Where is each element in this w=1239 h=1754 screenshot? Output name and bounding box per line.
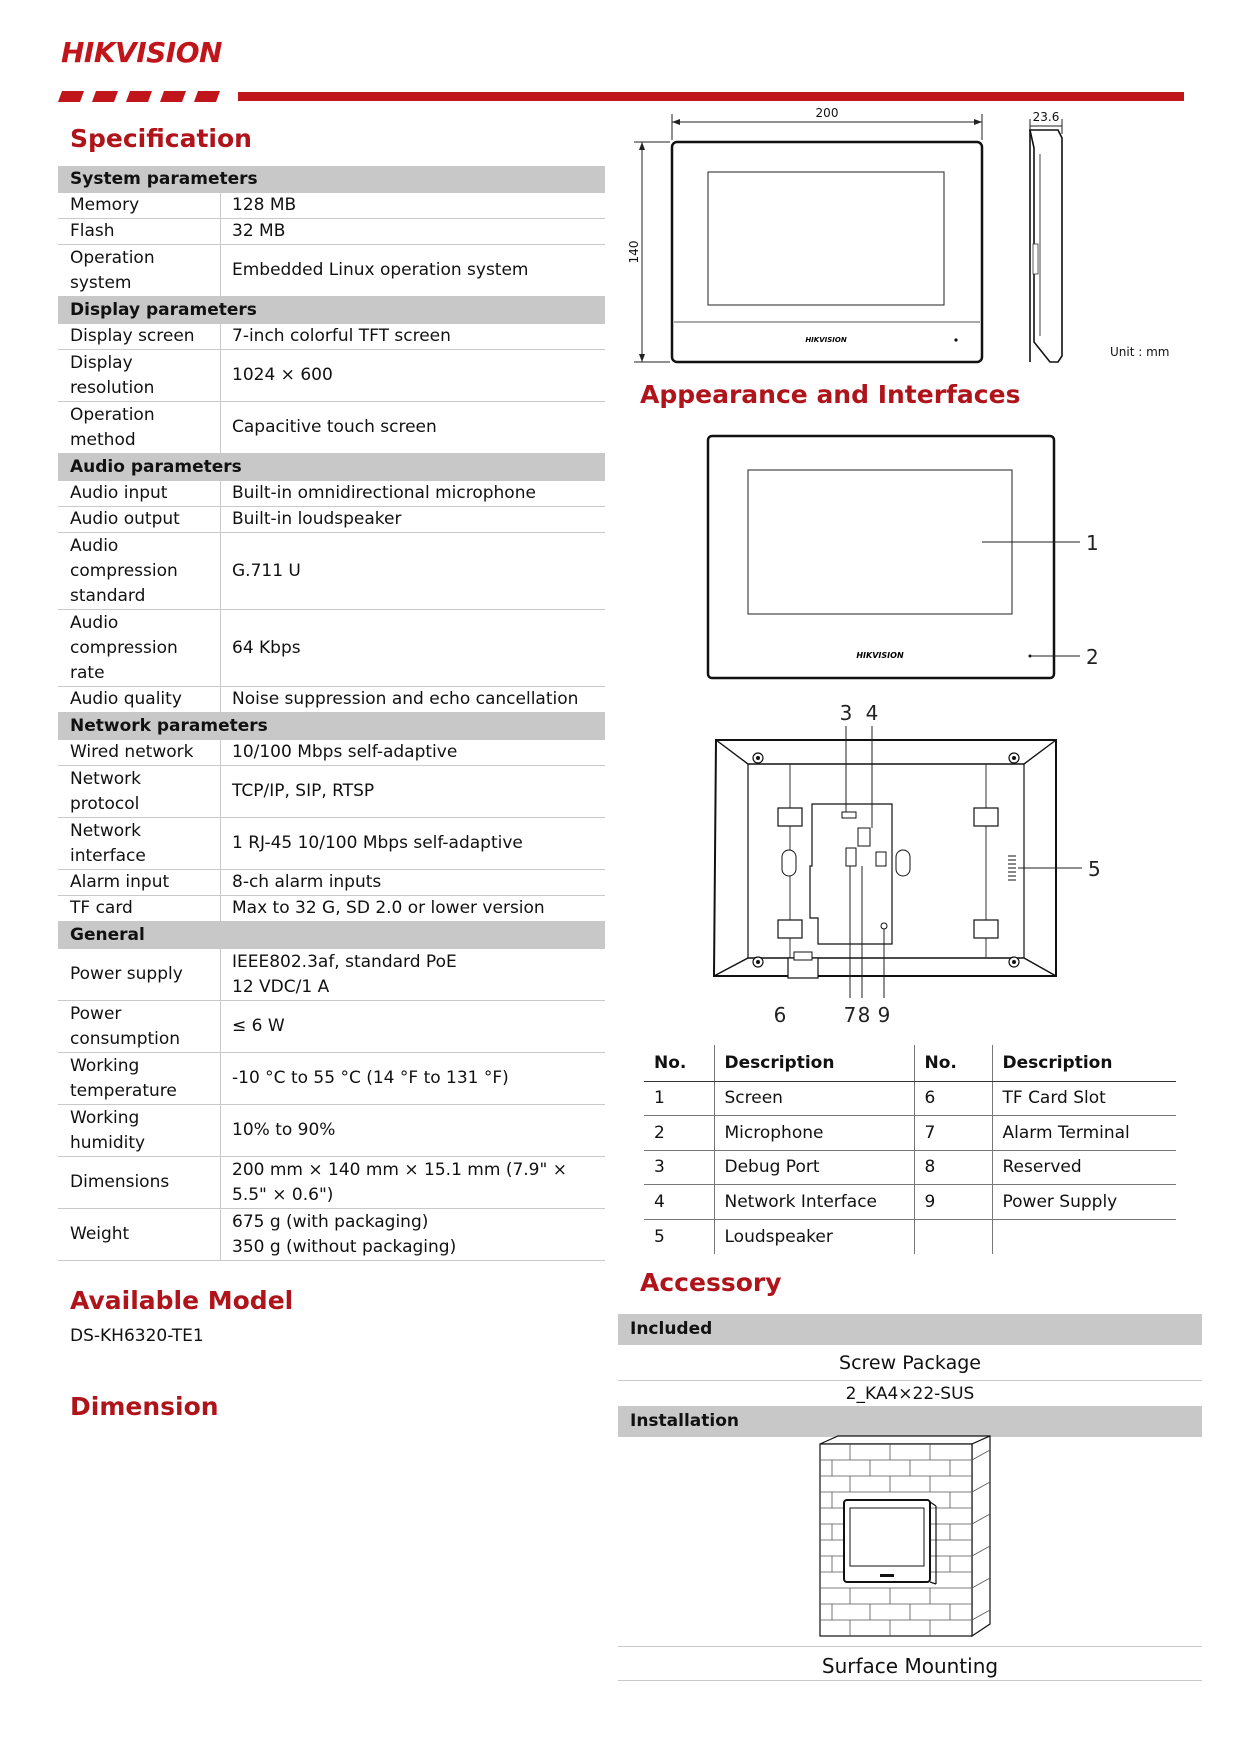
width-label: 200	[815, 106, 839, 120]
callout-9: 9	[877, 1003, 891, 1027]
spec-label: Audio output	[58, 507, 221, 532]
available-model-heading: Available Model	[70, 1286, 294, 1315]
screw-package-code: 2_KA4×22-SUS	[845, 1384, 975, 1404]
spec-label: Network protocol	[58, 766, 221, 817]
spec-row	[58, 1209, 605, 1261]
cell-description	[992, 1219, 1176, 1254]
spec-value: 7-inch colorful TFT screen	[232, 326, 451, 346]
header-description: Description	[714, 1045, 914, 1081]
callout-7: 7	[843, 1003, 857, 1027]
spec-value: 10% to 90%	[232, 1120, 336, 1140]
divider	[618, 1380, 1202, 1381]
front-appearance-drawing	[700, 430, 1120, 684]
spec-group-header: Network parameters	[58, 713, 605, 740]
table-row	[644, 1081, 1176, 1116]
cell-description: Power Supply	[992, 1185, 1176, 1220]
spec-value: 32 MB	[232, 221, 286, 241]
spec-row	[58, 350, 605, 402]
appearance-heading: Appearance and Interfaces	[640, 380, 1021, 409]
spec-row	[58, 740, 605, 766]
spec-value: TCP/IP, SIP, RTSP	[232, 781, 375, 801]
cell-no: 8	[914, 1150, 992, 1185]
cell-description: Network Interface	[714, 1185, 914, 1220]
spec-group-header: Audio parameters	[58, 454, 605, 481]
model-number: DS-KH6320-TE1	[70, 1326, 204, 1346]
spec-value: Max to 32 G, SD 2.0 or lower version	[232, 898, 545, 918]
spec-value: 200 mm × 140 mm × 15.1 mm (7.9" × 5.5" × 0.6")	[232, 1159, 567, 1205]
spec-label: Dimensions	[58, 1157, 221, 1208]
specification-heading: Specification	[70, 124, 252, 153]
spec-label: Audio compression rate	[58, 610, 221, 686]
spec-row	[58, 896, 605, 922]
spec-row	[58, 481, 605, 507]
spec-label: Operation method	[58, 402, 221, 453]
spec-label: Working temperature	[58, 1053, 221, 1104]
cell-description: Reserved	[992, 1150, 1176, 1185]
spec-label: Wired network	[58, 740, 221, 765]
spec-value: Noise suppression and echo cancellation	[232, 689, 579, 709]
cell-description: TF Card Slot	[992, 1081, 1176, 1116]
spec-group-header: System parameters	[58, 166, 605, 193]
surface-mounting-caption: Surface Mounting	[821, 1654, 999, 1678]
header-red-bar	[238, 92, 1184, 101]
spec-row	[58, 402, 605, 454]
callout-1: 1	[1086, 531, 1099, 555]
cell-no: 5	[654, 1226, 665, 1247]
cell-description: Microphone	[714, 1116, 914, 1151]
table-row	[644, 1219, 1176, 1254]
callout-2: 2	[1086, 645, 1099, 669]
spec-row	[58, 610, 605, 687]
screen-logo-text: HIKVISION	[805, 336, 847, 344]
spec-row	[58, 1053, 605, 1105]
spec-row	[58, 507, 605, 533]
cell-description: Alarm Terminal	[992, 1116, 1176, 1151]
spec-value: 64 Kbps	[232, 637, 301, 658]
spec-value: 675 g (with packaging) 350 g (without packaging)	[232, 1211, 457, 1257]
cell-no: 9	[914, 1185, 992, 1220]
dimension-drawing	[627, 104, 1190, 368]
spec-value: 1 RJ-45 10/100 Mbps self-adaptive	[232, 833, 523, 853]
spec-group-header: Display parameters	[58, 297, 605, 324]
spec-value: 10/100 Mbps self-adaptive	[232, 742, 458, 762]
callout-6: 6	[773, 1003, 787, 1027]
installation-header: Installation	[618, 1406, 1202, 1437]
spec-label: Display resolution	[58, 350, 221, 401]
divider	[618, 1646, 1202, 1647]
spec-row	[58, 245, 605, 297]
cell-description: Loudspeaker	[714, 1219, 914, 1254]
spec-label: Flash	[58, 219, 221, 244]
specification-table	[58, 166, 605, 1261]
spec-row	[58, 870, 605, 896]
cell-no: 7	[914, 1116, 992, 1151]
spec-value: 8-ch alarm inputs	[232, 872, 382, 892]
spec-label: Audio input	[58, 481, 221, 506]
interface-table	[644, 1045, 1176, 1254]
callout-8: 8	[857, 1003, 871, 1027]
spec-row	[58, 949, 605, 1001]
header-no: No.	[644, 1045, 714, 1081]
cell-no	[914, 1219, 992, 1254]
spec-label: Weight	[58, 1209, 221, 1260]
cell-no: 1	[644, 1081, 714, 1116]
spec-label: Audio quality	[58, 687, 221, 712]
back-interfaces-drawing	[700, 696, 1120, 1030]
spec-label: Alarm input	[58, 870, 221, 895]
spec-value: Embedded Linux operation system	[232, 260, 529, 280]
header-no: No.	[914, 1045, 992, 1081]
spec-label: TF card	[58, 896, 221, 921]
spec-label: Memory	[58, 193, 221, 218]
logo-stripes-icon	[58, 91, 228, 102]
spec-label: Working humidity	[58, 1105, 221, 1156]
table-row	[644, 1116, 1176, 1151]
spec-value: 128 MB	[232, 195, 297, 215]
spec-value: -10 °C to 55 °C (14 °F to 131 °F)	[232, 1068, 509, 1088]
spec-value: G.711 U	[232, 560, 301, 581]
spec-value: IEEE802.3af, standard PoE 12 VDC/1 A	[232, 951, 457, 997]
spec-group-header: General	[58, 922, 605, 949]
spec-value: ≤ 6 W	[232, 1016, 285, 1036]
accessory-heading: Accessory	[640, 1268, 782, 1297]
spec-row	[58, 324, 605, 350]
spec-label: Display screen	[58, 324, 221, 349]
spec-row	[58, 533, 605, 610]
screw-package-name: Screw Package	[839, 1352, 981, 1374]
spec-row	[58, 818, 605, 870]
spec-label: Network interface	[58, 818, 221, 869]
spec-row	[58, 1001, 605, 1053]
cell-no: 2	[644, 1116, 714, 1151]
height-label: 140	[627, 240, 641, 264]
table-row	[644, 1185, 1176, 1220]
spec-row	[58, 1157, 605, 1209]
surface-mounting-illustration	[810, 1436, 1000, 1640]
cell-no: 3	[644, 1150, 714, 1185]
divider	[618, 1680, 1202, 1681]
spec-label: Operation system	[58, 245, 221, 296]
spec-label: Power supply	[58, 949, 221, 1000]
unit-label: Unit : mm	[1110, 345, 1170, 359]
cell-description: Debug Port	[714, 1150, 914, 1185]
spec-row	[58, 766, 605, 818]
spec-row	[58, 219, 605, 245]
cell-description: Screen	[714, 1081, 914, 1116]
dimension-heading: Dimension	[70, 1392, 219, 1421]
spec-row	[58, 193, 605, 219]
included-header: Included	[618, 1314, 1202, 1345]
spec-value: Capacitive touch screen	[232, 417, 437, 437]
spec-value: Built-in omnidirectional microphone	[232, 483, 536, 503]
callout-5: 5	[1088, 857, 1101, 881]
front-logo-text: HIKVISION	[856, 651, 904, 660]
spec-label: Audio compression standard	[58, 533, 221, 609]
spec-row	[58, 687, 605, 713]
spec-value: 1024 × 600	[232, 365, 333, 385]
interface-header-row	[644, 1045, 1176, 1081]
table-row	[644, 1150, 1176, 1185]
header-description: Description	[992, 1045, 1176, 1081]
cell-no: 6	[914, 1081, 992, 1116]
callout-3: 3	[839, 701, 853, 725]
spec-row	[58, 1105, 605, 1157]
spec-value: Built-in loudspeaker	[232, 509, 402, 529]
spec-label: Power consumption	[58, 1001, 221, 1052]
callout-4: 4	[865, 701, 879, 725]
cell-no: 4	[644, 1185, 714, 1220]
depth-label: 23.6	[1032, 110, 1060, 124]
hikvision-logo: HIKVISION	[61, 36, 222, 69]
